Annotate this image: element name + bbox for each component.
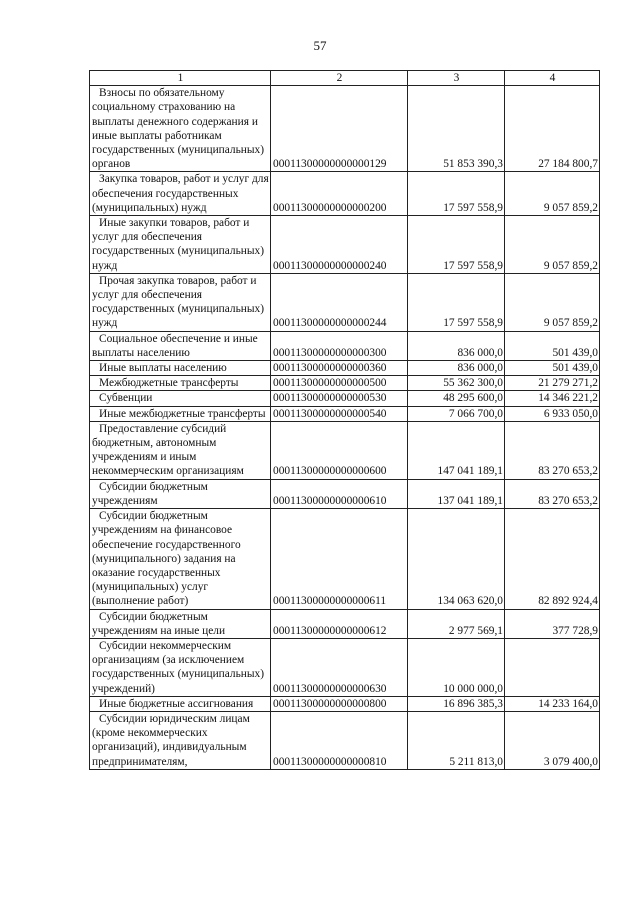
table-row (90, 509, 600, 609)
row-code: 00011300000000000630 (271, 638, 408, 696)
row-value-3: 17 597 558,9 (408, 273, 505, 331)
row-code: 00011300000000000530 (271, 391, 408, 406)
row-name: Иные закупки товаров, работ и услуг для обеспечения государственных (муниципальных) нужд (90, 216, 271, 274)
row-value-4 (505, 638, 600, 696)
table-row (90, 406, 600, 421)
row-name: Иные бюджетные ассигнования (90, 696, 271, 711)
table-row (90, 216, 600, 274)
row-value-4: 82 892 924,4 (505, 509, 600, 609)
table-row (90, 421, 600, 479)
row-value-4: 14 346 221,2 (505, 391, 600, 406)
row-code: 00011300000000000610 (271, 479, 408, 508)
row-code: 00011300000000000360 (271, 361, 408, 376)
row-value-4: 501 439,0 (505, 361, 600, 376)
row-value-4: 9 057 859,2 (505, 273, 600, 331)
row-code: 00011300000000000540 (271, 406, 408, 421)
row-value-3: 836 000,0 (408, 361, 505, 376)
row-value-3: 48 295 600,0 (408, 391, 505, 406)
row-code: 00011300000000000129 (271, 86, 408, 172)
table-row (90, 172, 600, 216)
row-value-3: 137 041 189,1 (408, 479, 505, 508)
row-code: 00011300000000000200 (271, 172, 408, 216)
row-value-4: 501 439,0 (505, 331, 600, 360)
row-name: Субсидии бюджетным учреждениям на финансовое обеспечение государственного (муниципального) задания на оказание государственных (муниципальных) услуг (выполнение работ) (90, 509, 271, 609)
table-row (90, 638, 600, 696)
row-value-4: 14 233 164,0 (505, 696, 600, 711)
row-value-3: 7 066 700,0 (408, 406, 505, 421)
row-code: 00011300000000000240 (271, 216, 408, 274)
row-name: Прочая закупка товаров, работ и услуг для обеспечения государственных (муниципальных) нужд (90, 273, 271, 331)
row-value-4: 27 184 800,7 (505, 86, 600, 172)
table-row (90, 609, 600, 638)
table-row (90, 273, 600, 331)
row-code: 00011300000000000300 (271, 331, 408, 360)
row-value-3: 17 597 558,9 (408, 216, 505, 274)
row-name: Субсидии некоммерческим организациям (за исключением государственных (муниципальных) учреждений) (90, 638, 271, 696)
row-code: 00011300000000000810 (271, 711, 408, 769)
table-header-row (90, 71, 600, 86)
row-name: Социальное обеспечение и иные выплаты населению (90, 331, 271, 360)
row-value-4: 83 270 653,2 (505, 479, 600, 508)
row-name: Предоставление субсидий бюджетным, автономным учреждениям и иным некоммерческим организациям (90, 421, 271, 479)
table-row (90, 391, 600, 406)
row-value-3: 5 211 813,0 (408, 711, 505, 769)
row-name: Субсидии бюджетным учреждениям (90, 479, 271, 508)
row-value-3: 134 063 620,0 (408, 509, 505, 609)
row-name: Межбюджетные трансферты (90, 376, 271, 391)
row-value-4: 9 057 859,2 (505, 216, 600, 274)
column-header-3: 3 (408, 71, 505, 86)
row-value-3: 836 000,0 (408, 331, 505, 360)
table-row (90, 86, 600, 172)
table-row (90, 479, 600, 508)
row-code: 00011300000000000500 (271, 376, 408, 391)
row-value-3: 2 977 569,1 (408, 609, 505, 638)
row-value-4: 83 270 653,2 (505, 421, 600, 479)
row-code: 00011300000000000600 (271, 421, 408, 479)
column-header-1: 1 (90, 71, 271, 86)
row-value-3: 147 041 189,1 (408, 421, 505, 479)
row-name: Иные выплаты населению (90, 361, 271, 376)
row-value-4: 6 933 050,0 (505, 406, 600, 421)
row-code: 00011300000000000244 (271, 273, 408, 331)
row-value-4: 9 057 859,2 (505, 172, 600, 216)
column-header-2: 2 (271, 71, 408, 86)
row-value-3: 17 597 558,9 (408, 172, 505, 216)
row-value-4: 21 279 271,2 (505, 376, 600, 391)
row-name: Иные межбюджетные трансферты (90, 406, 271, 421)
row-name: Субсидии бюджетным учреждениям на иные цели (90, 609, 271, 638)
row-code: 00011300000000000612 (271, 609, 408, 638)
table-body (90, 86, 600, 770)
row-value-4: 377 728,9 (505, 609, 600, 638)
row-name: Закупка товаров, работ и услуг для обеспечения государственных (муниципальных) нужд (90, 172, 271, 216)
row-name: Взносы по обязательному социальному страхованию на выплаты денежного содержания и иные выплаты работникам государственных (муниципальных) органов (90, 86, 271, 172)
table-row (90, 331, 600, 360)
row-code: 00011300000000000800 (271, 696, 408, 711)
row-name: Субвенции (90, 391, 271, 406)
page-number: 57 (313, 38, 327, 53)
row-value-3: 10 000 000,0 (408, 638, 505, 696)
table-row (90, 361, 600, 376)
table-row (90, 376, 600, 391)
row-code: 00011300000000000611 (271, 509, 408, 609)
row-value-4: 3 079 400,0 (505, 711, 600, 769)
row-name: Субсидии юридическим лицам (кроме некоммерческих организаций), индивидуальным предпринимателям, (90, 711, 271, 769)
table-row (90, 711, 600, 769)
row-value-3: 51 853 390,3 (408, 86, 505, 172)
row-value-3: 55 362 300,0 (408, 376, 505, 391)
budget-table (89, 70, 600, 770)
column-header-4: 4 (505, 71, 600, 86)
table-row (90, 696, 600, 711)
row-value-3: 16 896 385,3 (408, 696, 505, 711)
